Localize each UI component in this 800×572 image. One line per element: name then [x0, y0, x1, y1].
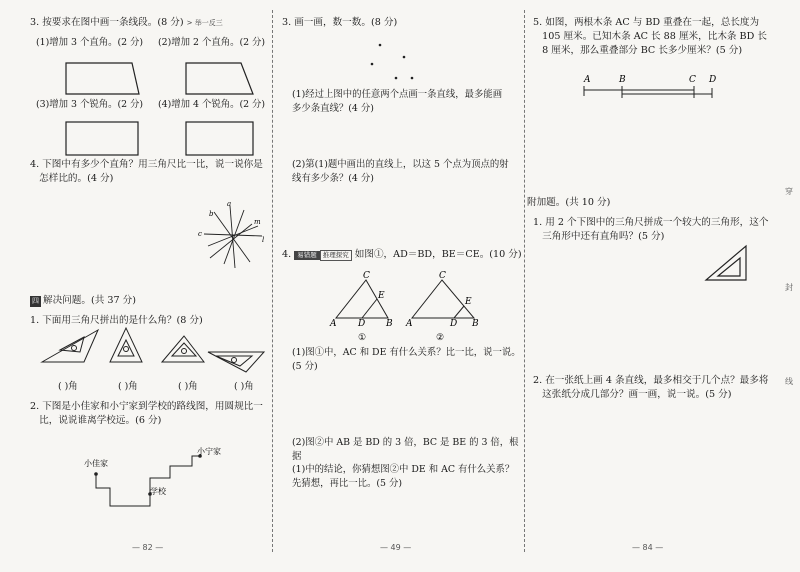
question-4: 4. 下图中有多少个直角？用三角尺比一比，说一说你是 怎样比的。(4 分) [30, 159, 263, 184]
bonus-title: 附加题。(共 10 分) [527, 197, 611, 208]
line-label-c: c [198, 230, 202, 238]
strip-label-D: D [709, 75, 717, 85]
q3-part3: (3)增加 3 个锐角。(2 分) [36, 99, 144, 110]
strip-label-B: B [619, 75, 626, 85]
question-3-title: 3. 按要求在图中画一条线段。(8 分) > 举一反三 [30, 17, 223, 28]
fig1-label-B: B [386, 319, 393, 329]
home2-label: 小宁家 [197, 447, 221, 456]
mid-question-3: 3. 画一画，数一数。(8 分) [282, 17, 398, 28]
fig1-label-E: E [378, 291, 385, 301]
binding-text-3: 线 [785, 377, 793, 386]
mid-q4-part1: (1)图①中，AC 和 DE 有什么关系？比一比，说一说。 (5 分) [292, 347, 521, 372]
school-label: 学校 [150, 487, 166, 496]
bonus-q1: 1. 用 2 个下图中的三角尺拼成一个较大的三角形，这个 三角形中还有直角吗？(5 分) [533, 217, 769, 242]
strip-label-C: C [689, 75, 696, 85]
strip-label-A: A [584, 75, 591, 85]
solve-q2: 2. 下图是小佳家和小宁家到学校的路线图，用圆规比一 比，说说谁离学校远。(6 分) [30, 401, 263, 426]
fig2-label-B: B [472, 319, 479, 329]
q3-part1: (1)增加 3 个直角。(2 分) [36, 37, 144, 48]
fig2-label-C: C [439, 271, 446, 281]
line-label-l: l [262, 236, 265, 244]
home1-label: 小佳家 [84, 459, 108, 468]
page-number-middle: — 49 — [380, 543, 412, 552]
line-label-b: b [209, 210, 214, 218]
fig2-label-A: A [406, 319, 413, 329]
page-number-right: — 84 — [632, 543, 664, 552]
fig1-label-D: D [358, 319, 366, 329]
triangle-ruler [706, 246, 746, 280]
fig1-label-C: C [363, 271, 370, 281]
line-label-m: m [254, 218, 261, 226]
blank-angle-3: ( )角 [178, 381, 198, 392]
page-number-left: — 82 — [132, 543, 164, 552]
fig2-label-D: D [450, 319, 458, 329]
mid-q4-part2: (2)图②中 AB 是 BD 的 3 倍，BC 是 BE 的 3 倍，根据 (1)中的结论，你猜想图②中 DE 和 AC 有什么关系？ 先猜想，再比一比。(5 分) [292, 437, 519, 489]
fig1-label-A: A [330, 319, 337, 329]
section-title: 四 解决问题。(共 37 分) [32, 295, 136, 306]
blank-angle-4: ( )角 [234, 381, 254, 392]
binding-text-2: 封 [785, 283, 793, 292]
q3-part2: (2)增加 2 个直角。(2 分) [158, 37, 266, 48]
right-question-5: 5. 如图，两根木条 AC 与 BD 重叠在一起，总长度为 105 厘米。已知木条 AC 长 88 厘米，比木条 BD 长 8 厘米，那么重叠部分 BC 长多少厘米？(5 分) [533, 17, 767, 56]
mid-question-4-title: 4. 易错题 推理探究 如图①，AD＝BD，BE＝CE。(10 分) [282, 249, 522, 260]
solve-q1: 1. 下面用三角尺拼出的是什么角？(8 分) [30, 315, 203, 326]
fig1-caption: ① [358, 333, 367, 343]
line-label-a: a [227, 200, 232, 208]
fig2-label-E: E [465, 297, 472, 307]
mid-q3-part1: (1)经过上图中的任意两个点画一条直线，最多能画 多少条直线？(4 分) [292, 89, 503, 114]
bonus-q2: 2. 在一张纸上画 4 条直线，最多相交于几个点？最多将 这张纸分成几部分？画一画，说一说。(5 分) [533, 375, 769, 400]
binding-text-1: 穿 [785, 187, 793, 196]
q3-part4: (4)增加 4 个锐角。(2 分) [158, 99, 266, 110]
blank-angle-1: ( )角 [58, 381, 78, 392]
fig2-caption: ② [436, 333, 445, 343]
mid-q3-part2: (2)第(1)题中画出的直线上，以这 5 个点为顶点的射 线有多少条？(4 分) [292, 159, 509, 184]
blank-angle-2: ( )角 [118, 381, 138, 392]
wood-strips [584, 86, 712, 98]
